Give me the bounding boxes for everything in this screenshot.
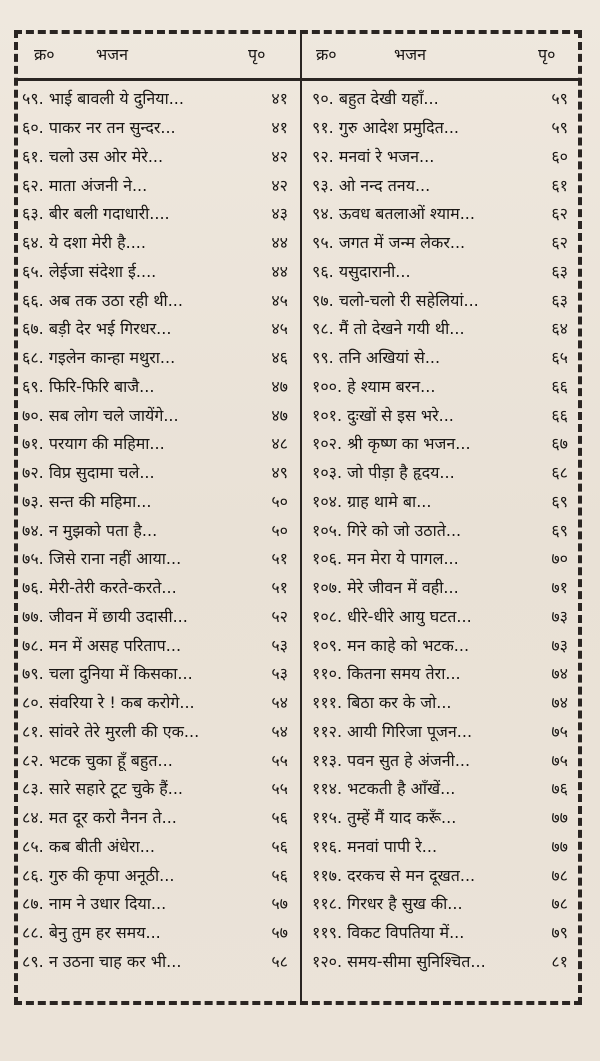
index-row <box>312 458 572 487</box>
entry-number: ७२. <box>22 463 44 483</box>
page-number: ६४ <box>551 319 568 339</box>
entry-number: १११. <box>312 693 343 713</box>
bhajan-title: बिठा कर के जो... <box>347 693 452 713</box>
entry-number: ११०. <box>312 664 343 684</box>
entry-number: ५९. <box>22 89 44 109</box>
index-row <box>312 343 572 372</box>
bhajan-title: जीवन में छायी उदासी... <box>48 606 188 626</box>
bhajan-title: तुम्हें मैं याद करूँ... <box>347 808 457 828</box>
index-row <box>22 745 302 774</box>
entry-number: ८३. <box>22 779 44 799</box>
entry-number: ८२. <box>22 750 44 770</box>
entry-number: १०९. <box>312 635 343 655</box>
right-header-bhajan: भजन <box>394 45 427 64</box>
bhajan-title: अब तक उठा रही थी... <box>48 290 183 310</box>
bhajan-title: भटक चुका हूँ बहुत... <box>48 750 173 770</box>
index-row <box>312 918 572 947</box>
index-row <box>22 314 302 343</box>
page-number: ५९ <box>551 89 568 109</box>
page-number: ५४ <box>271 721 288 741</box>
page-number: ५० <box>271 491 288 511</box>
page-number: ६२ <box>551 233 568 253</box>
entry-number: ११९. <box>312 923 343 943</box>
index-row <box>312 84 572 113</box>
bhajan-title: यसुदारानी... <box>338 261 411 281</box>
page-number: ५९ <box>551 118 568 138</box>
index-row <box>22 803 302 832</box>
entry-number: ९७. <box>312 290 334 310</box>
entry-number: ९०. <box>312 89 334 109</box>
page-number: ४३ <box>271 204 288 224</box>
bhajan-title: माता अंजनी ने... <box>48 175 148 195</box>
page-number: ४९ <box>271 463 288 483</box>
bhajan-title: मनवां रे भजन... <box>338 146 435 166</box>
page-number: ४१ <box>271 89 288 109</box>
page-number: ७८ <box>551 865 568 885</box>
page-number: ४४ <box>271 261 288 281</box>
page-number: ७४ <box>551 693 568 713</box>
index-row <box>312 400 572 429</box>
index-row <box>22 429 302 458</box>
bhajan-title: लेईजा संदेशा ई.... <box>48 261 157 281</box>
page-number: ४४ <box>271 233 288 253</box>
bhajan-title: गुरु की कृपा अनूठी... <box>48 865 175 885</box>
index-row <box>22 947 302 976</box>
bhajan-title: भाई बावली ये दुनिया... <box>48 89 184 109</box>
entry-number: १०४. <box>312 491 343 511</box>
page-number: ६७ <box>551 434 568 454</box>
entry-number: ६२. <box>22 175 44 195</box>
bhajan-title: चलो-चलो री सहेलियां... <box>338 290 479 310</box>
page-number: ७५ <box>551 750 568 770</box>
entry-number: ९१. <box>312 118 334 138</box>
index-row <box>22 544 302 573</box>
index-row <box>22 400 302 429</box>
entry-number: ६९. <box>22 376 44 396</box>
entry-number: ६१. <box>22 146 44 166</box>
index-row <box>22 602 302 631</box>
page-number: ७४ <box>551 664 568 684</box>
entry-number: ७५. <box>22 549 44 569</box>
page-number: ७३ <box>551 635 568 655</box>
index-row <box>312 774 572 803</box>
page-number: ४६ <box>271 348 288 368</box>
bhajan-title: जगत में जन्म लेकर... <box>338 233 466 253</box>
entry-number: ६६. <box>22 290 44 310</box>
index-row <box>312 515 572 544</box>
entry-number: १०२. <box>312 434 343 454</box>
entry-number: १०६. <box>312 549 343 569</box>
bhajan-title: बहुत देखी यहाँ... <box>338 89 439 109</box>
page-number: ५५ <box>271 750 288 770</box>
bhajan-title: संवरिया रे ! कब करोगे... <box>48 693 195 713</box>
entry-number: ११२. <box>312 721 343 741</box>
entry-number: ८०. <box>22 693 44 713</box>
index-row <box>312 688 572 717</box>
page-number: ६६ <box>551 405 568 425</box>
index-row <box>22 630 302 659</box>
entry-number: ६०. <box>22 118 44 138</box>
bhajan-title: श्री कृष्ण का भजन... <box>347 434 471 454</box>
index-row <box>312 573 572 602</box>
page-number: ६१ <box>551 175 568 195</box>
right-header-page: पृ० <box>538 45 556 64</box>
page-number: ७० <box>551 549 568 569</box>
index-row <box>22 142 302 171</box>
page-number: ४५ <box>271 290 288 310</box>
entry-number: ९५. <box>312 233 334 253</box>
entry-number: ७३. <box>22 491 44 511</box>
page-number: ४२ <box>271 175 288 195</box>
entry-number: ११५. <box>312 808 343 828</box>
entry-number: ११७. <box>312 865 343 885</box>
page-number: ४७ <box>271 405 288 425</box>
index-row <box>312 487 572 516</box>
bhajan-title: मत दूर करो नैनन ते... <box>48 808 177 828</box>
bhajan-title: बड़ी देर भई गिरधर... <box>48 319 172 339</box>
entry-number: ९३. <box>312 175 334 195</box>
entry-number: ९२. <box>312 146 334 166</box>
bhajan-title: गुरु आदेश प्रमुदित... <box>338 118 459 138</box>
index-row <box>22 170 302 199</box>
page-number: ५१ <box>271 578 288 598</box>
header-rule <box>18 78 578 81</box>
bhajan-title: गिरे को जो उठाते... <box>347 520 462 540</box>
left-header-bhajan: भजन <box>96 45 129 64</box>
index-row <box>312 314 572 343</box>
page-number: ६६ <box>551 376 568 396</box>
index-row <box>312 372 572 401</box>
index-row <box>22 659 302 688</box>
page-number: ५१ <box>271 549 288 569</box>
bhajan-title: मेरी-तेरी करते-करते... <box>48 578 177 598</box>
page-number: ५८ <box>271 951 288 971</box>
entry-number: ७६. <box>22 578 44 598</box>
bhajan-title: पाकर नर तन सुन्दर... <box>48 118 176 138</box>
index-row <box>312 659 572 688</box>
entry-number: ७४. <box>22 520 44 540</box>
bhajan-title: चलो उस ओर मेरे... <box>48 146 164 166</box>
entry-number: ११८. <box>312 894 343 914</box>
index-row <box>22 487 302 516</box>
page-number: ४८ <box>271 434 288 454</box>
index-row <box>312 947 572 976</box>
bhajan-title: मैं तो देखने गयी थी... <box>338 319 465 339</box>
entry-number: १२०. <box>312 951 343 971</box>
index-row <box>22 228 302 257</box>
page-number: ४५ <box>271 319 288 339</box>
entry-number: ८८. <box>22 923 44 943</box>
bhajan-title: सांवरे तेरे मुरली की एक... <box>48 721 200 741</box>
bhajan-title: गिरधर है सुख की... <box>347 894 463 914</box>
bhajan-title: बीर बली गदाधारी.... <box>48 204 170 224</box>
index-row <box>312 285 572 314</box>
bhajan-title: न मुझको पता है... <box>48 520 158 540</box>
left-header-page: पृ० <box>248 45 266 64</box>
bhajan-title: आयी गिरिजा पूजन... <box>347 721 473 741</box>
bhajan-title: धीरे-धीरे आयु घटत... <box>347 606 472 626</box>
page-number: ६९ <box>551 491 568 511</box>
index-row <box>22 199 302 228</box>
index-row <box>312 630 572 659</box>
entry-number: ७७. <box>22 606 44 626</box>
page-number: ७७ <box>551 808 568 828</box>
bhajan-title: सन्त की महिमा... <box>48 491 152 511</box>
entry-number: ७८. <box>22 635 44 655</box>
bhajan-title: सब लोग चले जायेंगे... <box>48 405 179 425</box>
left-index-column <box>22 84 302 975</box>
bhajan-title: दुःखों से इस भरे... <box>347 405 454 425</box>
bhajan-title: समय-सीमा सुनिश्चित... <box>347 951 486 971</box>
bhajan-title: बेनु तुम हर समय... <box>48 923 161 943</box>
entry-number: ९६. <box>312 261 334 281</box>
page-number: ४१ <box>271 118 288 138</box>
index-row <box>312 803 572 832</box>
bhajan-title: ग्राह थामे बा... <box>347 491 432 511</box>
page-number: ७८ <box>551 894 568 914</box>
bhajan-title: चला दुनिया में किसका... <box>48 664 193 684</box>
index-row <box>312 544 572 573</box>
entry-number: ८९. <box>22 951 44 971</box>
bhajan-title: कब बीती अंधेरा... <box>48 836 155 856</box>
bhajan-title: परयाग की महिमा... <box>48 434 165 454</box>
page-number: ६५ <box>551 348 568 368</box>
page-number: ८१ <box>551 951 568 971</box>
index-row <box>312 257 572 286</box>
entry-number: ९८. <box>312 319 334 339</box>
bhajan-title: जो पीड़ा है हृदय... <box>347 463 455 483</box>
page-number: ५३ <box>271 635 288 655</box>
entry-number: ७९. <box>22 664 44 684</box>
entry-number: ९४. <box>312 204 334 224</box>
entry-number: १००. <box>312 376 343 396</box>
index-row <box>312 113 572 142</box>
bhajan-title: फिरि-फिरि बाजै... <box>48 376 155 396</box>
entry-number: ७०. <box>22 405 44 425</box>
page-number: ५७ <box>271 923 288 943</box>
bhajan-title: ओ नन्द तनय... <box>338 175 431 195</box>
page-number: ५५ <box>271 779 288 799</box>
bhajan-title: जिसे राना नहीं आया... <box>48 549 182 569</box>
entry-number: १०१. <box>312 405 343 425</box>
page-number: ५० <box>271 520 288 540</box>
index-row <box>312 142 572 171</box>
entry-number: ८१. <box>22 721 44 741</box>
page-number: ७३ <box>551 606 568 626</box>
bhajan-title: मनवां पापी रे... <box>347 836 438 856</box>
page-number: ४७ <box>271 376 288 396</box>
entry-number: ६७. <box>22 319 44 339</box>
index-row <box>22 257 302 286</box>
index-row <box>312 889 572 918</box>
index-row <box>22 688 302 717</box>
page-number: ६३ <box>551 290 568 310</box>
entry-number: १०७. <box>312 578 343 598</box>
right-index-column <box>312 84 572 975</box>
index-row <box>22 343 302 372</box>
index-row <box>312 199 572 228</box>
index-row <box>312 717 572 746</box>
index-row <box>22 889 302 918</box>
bhajan-title: कितना समय तेरा... <box>347 664 461 684</box>
index-row <box>312 429 572 458</box>
bhajan-title: मन मेरा ये पागल... <box>347 549 459 569</box>
bhajan-title: गइलेन कान्हा मथुरा... <box>48 348 176 368</box>
entry-number: ८६. <box>22 865 44 885</box>
page-number: ७५ <box>551 721 568 741</box>
index-row <box>22 918 302 947</box>
page-number: ५६ <box>271 836 288 856</box>
index-row <box>312 602 572 631</box>
bhajan-title: हे श्याम बरन... <box>347 376 436 396</box>
index-row <box>22 285 302 314</box>
bhajan-title: न उठना चाह कर भी... <box>48 951 182 971</box>
page-number: ६० <box>551 146 568 166</box>
page-number: ६९ <box>551 520 568 540</box>
index-row <box>22 458 302 487</box>
bhajan-title: पवन सुत हे अंजनी... <box>347 750 471 770</box>
bhajan-title: नाम ने उधार दिया... <box>48 894 167 914</box>
entry-number: ८४. <box>22 808 44 828</box>
entry-number: १०५. <box>312 520 343 540</box>
page-number: ४२ <box>271 146 288 166</box>
index-row <box>22 372 302 401</box>
entry-number: ११४. <box>312 779 343 799</box>
bhajan-title: मेरे जीवन में वही... <box>347 578 459 598</box>
bhajan-title: तनि अखियां से... <box>338 348 441 368</box>
entry-number: ६४. <box>22 233 44 253</box>
index-row <box>312 832 572 861</box>
bhajan-title: दरकच से मन दूखत... <box>347 865 476 885</box>
page-number: ६३ <box>551 261 568 281</box>
index-row <box>312 745 572 774</box>
index-row <box>22 717 302 746</box>
bhajan-title: ये दशा मेरी है.... <box>48 233 146 253</box>
entry-number: १०८. <box>312 606 343 626</box>
entry-number: ११६. <box>312 836 343 856</box>
index-row <box>312 228 572 257</box>
entry-number: ११३. <box>312 750 343 770</box>
left-header-serial: क्र० <box>34 45 55 64</box>
page-number: ६२ <box>551 204 568 224</box>
entry-number: १०३. <box>312 463 343 483</box>
index-row <box>22 515 302 544</box>
page-number: ७१ <box>551 578 568 598</box>
index-row <box>22 832 302 861</box>
bhajan-title: ऊवध बतलाओं श्याम... <box>338 204 475 224</box>
entry-number: ६५. <box>22 261 44 281</box>
page-number: ५६ <box>271 808 288 828</box>
page-number: ६८ <box>551 463 568 483</box>
index-row <box>312 860 572 889</box>
bhajan-title: विप्र सुदामा चले... <box>48 463 155 483</box>
page-number: ५३ <box>271 664 288 684</box>
index-row <box>22 573 302 602</box>
entry-number: ६८. <box>22 348 44 368</box>
right-header-serial: क्र० <box>316 45 337 64</box>
page-number: ७६ <box>551 779 568 799</box>
page-number: ५२ <box>271 606 288 626</box>
page-number: ७९ <box>551 923 568 943</box>
index-row <box>22 774 302 803</box>
page-number: ५६ <box>271 865 288 885</box>
index-row <box>22 860 302 889</box>
page-number: ५४ <box>271 693 288 713</box>
entry-number: ८७. <box>22 894 44 914</box>
index-row <box>22 113 302 142</box>
bhajan-title: भटकती है आँखें... <box>347 779 456 799</box>
bhajan-title: मन काहे को भटक... <box>347 635 470 655</box>
entry-number: ७१. <box>22 434 44 454</box>
page-number: ७७ <box>551 836 568 856</box>
index-row <box>312 170 572 199</box>
index-row <box>22 84 302 113</box>
entry-number: ९९. <box>312 348 334 368</box>
page-number: ५७ <box>271 894 288 914</box>
entry-number: ८५. <box>22 836 44 856</box>
bhajan-title: सारे सहारे टूट चुके हैं... <box>48 779 184 799</box>
entry-number: ६३. <box>22 204 44 224</box>
bhajan-title: मन में असह परिताप... <box>48 635 182 655</box>
bhajan-title: विकट विपतिया में... <box>347 923 465 943</box>
